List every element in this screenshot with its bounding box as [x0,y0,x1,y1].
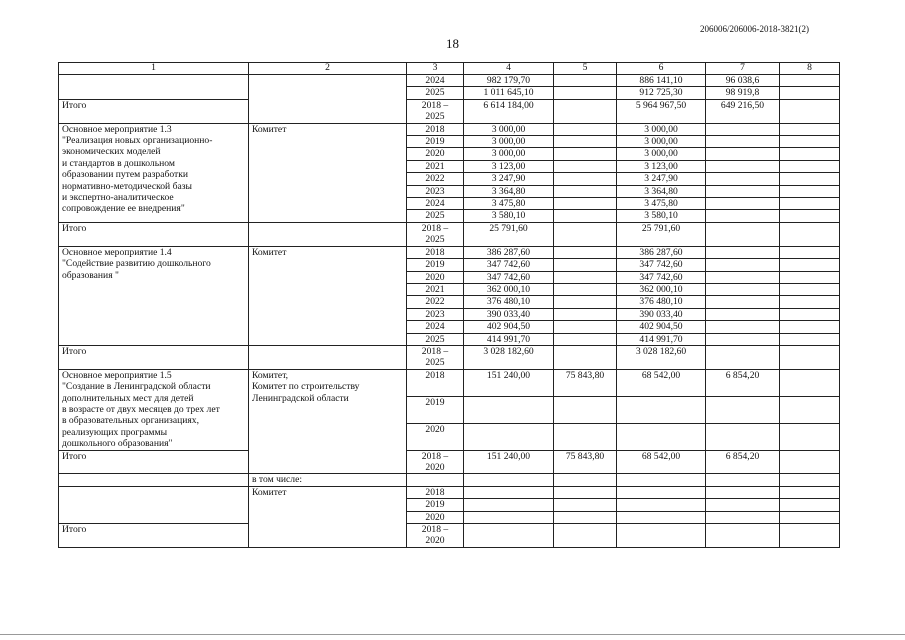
amount-cell [554,296,617,308]
amount-cell: 376 480,10 [464,296,554,308]
year-cell: 2018 [407,486,464,498]
amount-cell [780,173,840,185]
amount-cell [780,369,840,396]
column-number: 6 [617,63,706,75]
year-cell: 2025 [407,210,464,222]
empty-cell [407,474,464,486]
table-row [59,369,840,396]
total-label: Итого [59,524,249,548]
amount-cell [554,259,617,271]
amount-cell [554,246,617,258]
year-cell: 2020 [407,271,464,283]
amount-cell [780,345,840,369]
amount-cell: 6 614 184,00 [464,99,554,123]
amount-cell [780,99,840,123]
year-cell: 2022 [407,296,464,308]
amount-cell [780,160,840,172]
amount-cell [706,524,780,548]
including-row [59,474,840,486]
amount-cell: 886 141,10 [617,75,706,87]
empty-cell [780,474,840,486]
amount-cell [706,396,780,423]
empty-cell [617,474,706,486]
amount-cell [780,271,840,283]
amount-cell [554,185,617,197]
total-row [59,99,840,123]
amount-cell: 3 000,00 [464,123,554,135]
year-cell: 2019 [407,499,464,511]
amount-cell: 151 240,00 [464,369,554,396]
year-cell: 2024 [407,321,464,333]
amount-cell: 912 725,30 [617,87,706,99]
amount-cell [706,486,780,498]
amount-cell [780,123,840,135]
amount-cell [554,210,617,222]
amount-cell [617,524,706,548]
executor-cell: Комитет [249,123,407,222]
executor-cell [249,222,407,246]
amount-cell [706,283,780,295]
amount-cell [554,198,617,210]
amount-cell [706,271,780,283]
amount-cell [617,396,706,423]
amount-cell: 402 904,50 [617,321,706,333]
page-bottom-edge [0,634,905,635]
amount-cell: 98 919,8 [706,87,780,99]
amount-cell: 25 791,60 [617,222,706,246]
amount-cell: 3 123,00 [617,160,706,172]
amount-cell [554,486,617,498]
amount-cell [554,524,617,548]
year-cell: 2020 [407,511,464,523]
column-number: 3 [407,63,464,75]
amount-cell [780,511,840,523]
amount-cell [554,148,617,160]
amount-cell [780,321,840,333]
amount-cell: 3 000,00 [617,148,706,160]
amount-cell [706,222,780,246]
amount-cell [780,486,840,498]
column-number: 8 [780,63,840,75]
amount-cell [780,136,840,148]
amount-cell [780,198,840,210]
amount-cell [780,308,840,320]
amount-cell: 402 904,50 [464,321,554,333]
amount-cell [780,210,840,222]
amount-cell [617,486,706,498]
year-cell: 2019 [407,136,464,148]
amount-cell [554,160,617,172]
amount-cell [706,123,780,135]
amount-cell: 3 364,80 [617,185,706,197]
amount-cell [706,296,780,308]
amount-cell: 3 580,10 [617,210,706,222]
amount-cell [464,511,554,523]
total-row [59,222,840,246]
amount-cell: 3 364,80 [464,185,554,197]
table-row [59,486,840,498]
year-cell: 2019 [407,396,464,423]
amount-cell: 3 123,00 [464,160,554,172]
amount-cell [464,499,554,511]
table-row [59,123,840,135]
executor-cell: Комитет [249,486,407,547]
amount-cell [554,283,617,295]
activity-title-cell: Основное мероприятие 1.5 "Создание в Ленинградской области дополнительных мест для детей в возрасте от двух месяцев до трех лет в образовательных организациях, реализующих программы дошкольного образования" [59,369,249,450]
amount-cell [554,308,617,320]
total-row [59,345,840,369]
year-cell: 2018 [407,123,464,135]
amount-cell: 96 038,6 [706,75,780,87]
empty-cell [706,474,780,486]
amount-cell [706,160,780,172]
amount-cell: 3 247,90 [617,173,706,185]
year-cell: 2025 [407,333,464,345]
amount-cell [554,345,617,369]
column-number: 4 [464,63,554,75]
amount-cell: 3 475,80 [617,198,706,210]
amount-cell [706,198,780,210]
amount-cell: 347 742,60 [464,259,554,271]
amount-cell [706,173,780,185]
amount-cell: 347 742,60 [464,271,554,283]
amount-cell [464,524,554,548]
amount-cell: 362 000,10 [464,283,554,295]
total-label: Итого [59,222,249,246]
year-cell: 2023 [407,308,464,320]
year-cell: 2019 [407,259,464,271]
document-code: 206006/206006-2018-3821(2) [700,24,809,34]
amount-cell: 386 287,60 [617,246,706,258]
amount-cell: 649 216,50 [706,99,780,123]
amount-cell [554,222,617,246]
column-number: 7 [706,63,780,75]
amount-cell [706,511,780,523]
amount-cell: 390 033,40 [617,308,706,320]
amount-cell [780,246,840,258]
amount-cell [554,87,617,99]
amount-cell: 3 580,10 [464,210,554,222]
amount-cell: 3 000,00 [617,123,706,135]
amount-cell [780,185,840,197]
amount-cell [780,450,840,474]
amount-cell [780,524,840,548]
amount-cell: 376 480,10 [617,296,706,308]
amount-cell [780,148,840,160]
amount-cell: 3 028 182,60 [464,345,554,369]
amount-cell: 75 843,80 [554,369,617,396]
year-cell: 2018 – 2020 [407,524,464,548]
amount-cell [464,396,554,423]
amount-cell: 3 000,00 [617,136,706,148]
amount-cell: 3 247,90 [464,173,554,185]
year-cell: 2018 [407,246,464,258]
amount-cell: 6 854,20 [706,369,780,396]
amount-cell: 3 000,00 [464,136,554,148]
amount-cell [706,333,780,345]
amount-cell: 347 742,60 [617,271,706,283]
year-cell: 2018 [407,369,464,396]
total-label: Итого [59,345,249,369]
amount-cell [554,423,617,450]
table-body [59,75,840,548]
including-label: в том числе: [249,474,407,486]
amount-cell: 414 991,70 [617,333,706,345]
column-number: 5 [554,63,617,75]
executor-cell [249,75,407,124]
amount-cell: 1 011 645,10 [464,87,554,99]
amount-cell [780,75,840,87]
year-cell: 2021 [407,160,464,172]
amount-cell [780,499,840,511]
amount-cell [780,222,840,246]
amount-cell [706,308,780,320]
amount-cell: 362 000,10 [617,283,706,295]
amount-cell: 25 791,60 [464,222,554,246]
budget-table [58,62,840,548]
table-row [59,246,840,258]
amount-cell: 347 742,60 [617,259,706,271]
amount-cell [554,75,617,87]
amount-cell: 3 475,80 [464,198,554,210]
amount-cell [706,148,780,160]
executor-cell: Комитет [249,246,407,345]
amount-cell [706,423,780,450]
amount-cell [780,396,840,423]
empty-cell [59,474,249,486]
empty-cell [59,75,249,100]
year-cell: 2020 [407,423,464,450]
total-label: Итого [59,99,249,123]
amount-cell: 151 240,00 [464,450,554,474]
amount-cell: 414 991,70 [464,333,554,345]
year-cell: 2024 [407,75,464,87]
column-number: 2 [249,63,407,75]
year-cell: 2020 [407,148,464,160]
amount-cell [780,283,840,295]
amount-cell [780,423,840,450]
amount-cell [464,423,554,450]
amount-cell [780,296,840,308]
year-cell: 2024 [407,198,464,210]
amount-cell [706,321,780,333]
column-number-row [59,63,840,75]
amount-cell [780,259,840,271]
amount-cell [554,271,617,283]
empty-cell [59,486,249,523]
amount-cell: 390 033,40 [464,308,554,320]
amount-cell [554,511,617,523]
amount-cell [617,511,706,523]
amount-cell: 68 542,00 [617,369,706,396]
amount-cell: 3 028 182,60 [617,345,706,369]
amount-cell [706,259,780,271]
year-cell: 2023 [407,185,464,197]
year-cell: 2018 – 2025 [407,99,464,123]
amount-cell [706,210,780,222]
amount-cell: 75 843,80 [554,450,617,474]
amount-cell [554,396,617,423]
amount-cell [706,136,780,148]
amount-cell [706,499,780,511]
year-cell: 2018 – 2025 [407,345,464,369]
total-row [59,524,840,548]
amount-cell [554,123,617,135]
amount-cell [780,333,840,345]
amount-cell: 386 287,60 [464,246,554,258]
activity-title-cell: Основное мероприятие 1.3 "Реализация новых организационно- экономических моделей и стандартов в дошкольном образовании путем разработки нормативно-методической базы и экспертно-аналитическое сопровождение ее внедрения" [59,123,249,222]
empty-cell [554,474,617,486]
amount-cell [464,486,554,498]
amount-cell [617,423,706,450]
amount-cell [554,333,617,345]
amount-cell [706,185,780,197]
page-number: 18 [446,36,459,51]
year-cell: 2018 – 2020 [407,450,464,474]
executor-cell [249,345,407,369]
column-number: 1 [59,63,249,75]
amount-cell [780,87,840,99]
year-cell: 2025 [407,87,464,99]
table-row [59,75,840,87]
amount-cell [554,173,617,185]
total-row [59,450,840,474]
amount-cell [706,345,780,369]
amount-cell [554,99,617,123]
empty-cell [464,474,554,486]
year-cell: 2021 [407,283,464,295]
amount-cell [554,136,617,148]
year-cell: 2018 – 2025 [407,222,464,246]
activity-title-cell: Основное мероприятие 1.4 "Содействие развитию дошкольного образования " [59,246,249,345]
year-cell: 2022 [407,173,464,185]
amount-cell: 6 854,20 [706,450,780,474]
amount-cell: 5 964 967,50 [617,99,706,123]
amount-cell: 68 542,00 [617,450,706,474]
amount-cell [617,499,706,511]
amount-cell [554,499,617,511]
amount-cell [706,246,780,258]
amount-cell [554,321,617,333]
amount-cell: 982 179,70 [464,75,554,87]
executor-cell: Комитет, Комитет по строительству Ленинградской области [249,369,407,474]
total-label: Итого [59,450,249,474]
amount-cell: 3 000,00 [464,148,554,160]
